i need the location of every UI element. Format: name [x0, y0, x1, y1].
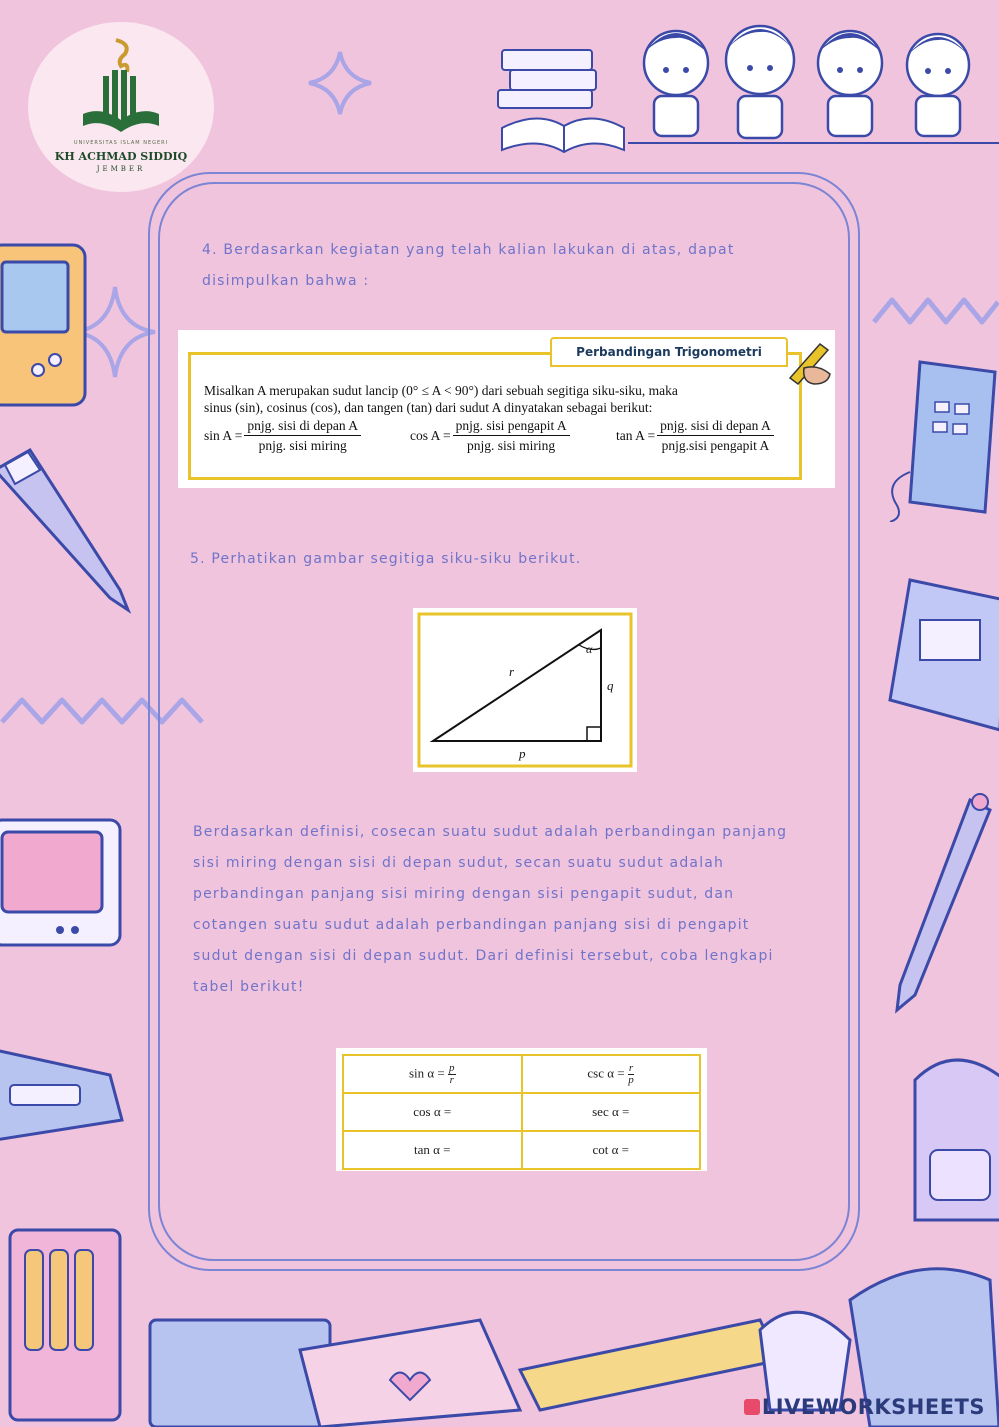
pencil-hand-icon: [784, 338, 836, 388]
gameboy-illustration: [0, 240, 90, 410]
right-triangle-figure: [413, 608, 637, 772]
cos-formula: [410, 418, 570, 454]
sin-cell-fraction: [448, 1063, 456, 1086]
liveworksheets-watermark: [744, 1395, 985, 1419]
definition-line-3: perbandingan panjang sisi miring dengan sisi pengapit sudut, dan: [193, 886, 735, 902]
question-4-line-2: disimpulkan bahwa :: [202, 273, 370, 289]
tan-cell[interactable]: [343, 1131, 522, 1169]
definition-line-5: sudut dengan sisi di depan sudut. Dari definisi tersebut, coba lengkapi: [193, 948, 774, 964]
tan-formula: [616, 418, 774, 454]
sparkle-decoration-top: [305, 48, 375, 118]
sec-cell-label: sec α =: [592, 1104, 630, 1119]
cassette-illustration: [0, 1030, 130, 1150]
table-row: [343, 1131, 700, 1169]
definition-line-2: sisi miring dengan sisi di depan sudut, secan suatu sudut adalah: [193, 855, 725, 871]
trig-table-container: [336, 1048, 707, 1171]
tan-formula-label: tan A =: [616, 428, 656, 443]
sin-formula-numerator: pnjg. sisi di depan A: [244, 418, 361, 436]
backpack-illustration: [895, 1040, 999, 1230]
sin-formula: [204, 418, 361, 454]
sin-formula-fraction: [244, 418, 361, 454]
children-illustration: [628, 8, 999, 158]
cos-formula-numerator: pnjg. sisi pengapit A: [453, 418, 570, 436]
tan-formula-numerator: pnjg. sisi di depan A: [657, 418, 774, 436]
triangle-hypotenuse-label: r: [509, 664, 515, 679]
definition-line-6: tabel berikut!: [193, 979, 305, 995]
liveworksheets-logo-icon: [744, 1399, 760, 1415]
sin-cell: [343, 1055, 522, 1093]
triangle-angle-label: α: [586, 642, 593, 656]
cot-cell[interactable]: [522, 1131, 701, 1169]
wave-decoration-right: [872, 292, 999, 332]
trig-table: [342, 1054, 701, 1170]
table-row: [343, 1055, 700, 1093]
sec-cell[interactable]: [522, 1093, 701, 1131]
definition-line-4: cotangen suatu sudut adalah perbandingan panjang sisi di pengapit: [193, 917, 750, 933]
cos-formula-label: cos A =: [410, 428, 451, 443]
sin-cell-denominator: r: [449, 1073, 454, 1086]
triangle-base-label: p: [519, 746, 526, 761]
tan-formula-fraction: [657, 418, 774, 454]
tan-cell-label: tan α =: [413, 1142, 451, 1157]
logo-university-text: UNIVERSITAS ISLAM NEGERI: [73, 140, 169, 146]
trig-intro: [204, 382, 794, 416]
tan-formula-denominator: pnjg.sisi pengapit A: [661, 438, 770, 453]
definition-line-1: Berdasarkan definisi, cosecan suatu sudut adalah perbandingan panjang: [193, 824, 788, 840]
tv-illustration: [0, 812, 125, 952]
csc-cell-fraction: [628, 1063, 634, 1086]
trig-ratio-border: [188, 352, 802, 480]
pen-illustration-left: [0, 440, 135, 615]
cos-cell-label: cos α =: [413, 1104, 452, 1119]
trig-intro-line-1: Misalkan A merupakan sudut lancip (0° ≤ A < 90°) dari sebuah segitiga siku-siku, maka: [204, 383, 678, 398]
csc-cell-numerator: r: [628, 1061, 634, 1074]
sin-formula-denominator: pnjg. sisi miring: [258, 438, 347, 453]
definition-paragraph: [193, 817, 787, 1003]
csc-cell: [522, 1055, 701, 1093]
trig-intro-line-2: sinus (sin), cosinus (cos), dan tangen (tan) dari sudut A dinyatakan sebagai berikut:: [204, 400, 653, 415]
phone-illustration: [880, 352, 999, 522]
radio-illustration: [880, 570, 999, 740]
logo-emblem-icon: [81, 36, 161, 136]
csc-cell-denominator: p: [628, 1073, 634, 1086]
table-row: [343, 1093, 700, 1131]
logo-name-text: KH ACHMAD SIDDIQ: [54, 150, 188, 163]
cos-formula-fraction: [453, 418, 570, 454]
trig-ratio-box: [178, 330, 835, 488]
sin-cell-label: sin α =: [408, 1064, 445, 1080]
watermark-text: LIVEWORKSHEETS: [761, 1395, 985, 1419]
university-logo: [28, 22, 214, 192]
triangle-vertical-label: q: [607, 678, 614, 693]
books-illustration: [492, 28, 632, 158]
question-4-line-1: 4. Berdasarkan kegiatan yang telah kalian lakukan di atas, dapat: [202, 242, 735, 258]
trig-ratio-title: Perbandingan Trigonometri: [550, 337, 788, 367]
cos-cell[interactable]: [343, 1093, 522, 1131]
logo-city-text: JEMBER: [96, 165, 146, 173]
cot-cell-label: cot α =: [592, 1142, 630, 1157]
sin-cell-numerator: p: [449, 1061, 455, 1074]
cos-formula-denominator: pnjg. sisi miring: [467, 438, 556, 453]
pen-illustration-right: [885, 790, 999, 1020]
csc-cell-label: csc α =: [587, 1064, 625, 1080]
right-triangle-diagram: [413, 608, 637, 772]
sin-formula-label: sin A =: [204, 428, 243, 443]
question-5-line-1: 5. Perhatikan gambar segitiga siku-siku berikut.: [190, 551, 582, 567]
